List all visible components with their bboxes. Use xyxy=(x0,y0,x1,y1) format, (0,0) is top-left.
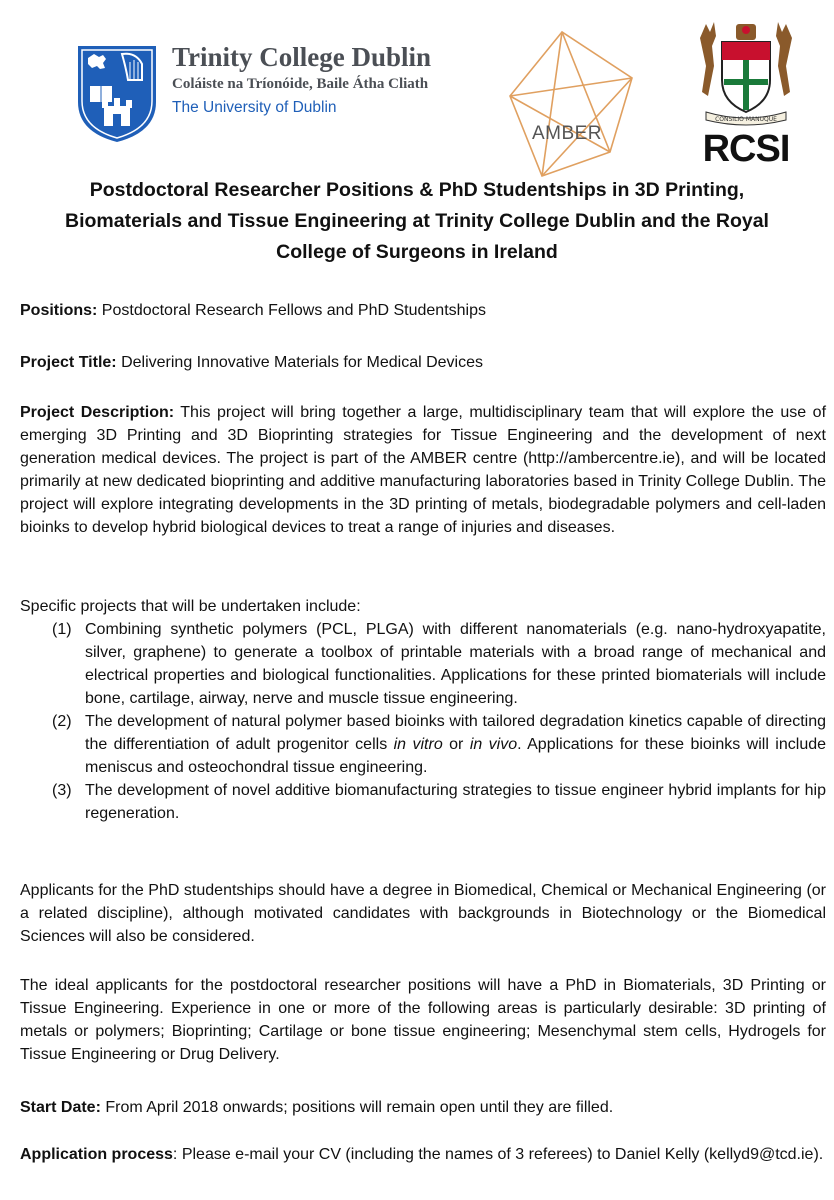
rcsi-crest-icon xyxy=(686,20,806,128)
rcsi-logo xyxy=(686,20,806,170)
amber-polyhedron-icon xyxy=(492,26,642,178)
project-title-text: Delivering Innovative Materials for Medical Devices xyxy=(121,354,483,371)
tcd-crest-icon xyxy=(76,44,158,144)
project-title-label: Project Title: xyxy=(20,354,117,371)
tcd-logo xyxy=(76,42,456,150)
list-item-text: Combining synthetic polymers (PCL, PLGA) with different nanomaterials (e.g. nano-hydroxyapatite, silver, graphene) to generate a toolbox of printable materials with a broad range of mechanical and electrical properties and biological functionalities. Applications for these printed biomaterials will include bone, cartilage, airway, nerve and muscle tissue engineering. xyxy=(85,621,826,707)
list-item-text-c: . Applications for these bioinks will include meniscus and osteochondral tissue engineering. xyxy=(85,736,827,776)
amber-name: AMBER xyxy=(531,123,603,144)
positions-label: Positions: xyxy=(20,302,98,319)
phd-applicants-paragraph: Applicants for the PhD studentships should have a degree in Biomedical, Chemical or Mechanical Engineering (or a related discipline), although motivated candidates with backgrounds in Biotechnology or the Biomedical Sciences will also be considered. xyxy=(20,882,826,945)
list-item-text-a: The development of natural polymer based bioinks with tailored degradation kinetics capable of directing the differentiation of adult progenitor cells xyxy=(85,713,826,753)
list-item-text: The development of novel additive biomanufacturing strategies to tissue engineer hybrid implants for hip regeneration. xyxy=(85,782,826,822)
tcd-university: The University of Dublin xyxy=(172,99,337,116)
list-item-italic-a: in vitro xyxy=(393,736,443,753)
list-item-number: (2) xyxy=(52,713,72,730)
project-description-label: Project Description: xyxy=(20,404,175,421)
positions-text: Postdoctoral Research Fellows and PhD Studentships xyxy=(101,302,486,319)
projects-list xyxy=(52,618,826,825)
specific-projects-intro: Specific projects that will be undertaken include: xyxy=(20,598,361,615)
page-title: Postdoctoral Researcher Positions & PhD Studentships in 3D Printing, Biomaterials and Tissue Engineering at Trinity College Dublin and the Royal College of Surgeons in Ireland xyxy=(65,179,769,263)
tcd-name: Trinity College Dublin xyxy=(172,42,432,72)
start-date-section xyxy=(20,1096,826,1119)
application-text: : Please e-mail your CV (including the names of 3 referees) to Daniel Kelly (kellyd9@tcd.ie). xyxy=(172,1146,824,1163)
rcsi-motto: CONSILIO MANUQUE xyxy=(715,116,777,123)
project-description-section xyxy=(20,401,826,539)
list-item-number: (1) xyxy=(52,621,72,638)
project-description-text: This project will bring together a large, multidisciplinary team that will explore the use of emerging 3D Printing and 3D Bioprinting strategies for Tissue Engineering and the development of next generation medical devices. The project is part of the AMBER centre (http://ambercentre.ie), and will be located primarily at new dedicated bioprinting and additive manufacturing laboratories based in Trinity College Dublin. The project will explore integrating developments in the 3D printing of metals, biodegradable polymers and cell-laden bioinks to develop hybrid biological devices to treat a range of injuries and diseases. xyxy=(20,404,827,536)
rcsi-name: RCSI xyxy=(702,128,790,170)
start-date-text: From April 2018 onwards; positions will remain open until they are filled. xyxy=(105,1099,614,1116)
application-section xyxy=(20,1143,826,1166)
list-item xyxy=(52,779,826,825)
list-item-number: (3) xyxy=(52,782,72,799)
postdoc-applicants-paragraph: The ideal applicants for the postdoctoral researcher positions will have a PhD in Biomaterials, 3D Printing or Tissue Engineering. Experience in one or more of the following areas is particularly desirable: 3D printing of metals or polymers; Bioprinting; Cartilage or bone tissue engineering; Mesenchymal stem cells, Hydrogels for Tissue Engineering or Drug Delivery. xyxy=(20,977,826,1063)
start-date-label: Start Date: xyxy=(20,1099,101,1116)
tcd-irish-name: Coláiste na Tríonóide, Baile Átha Cliath xyxy=(172,76,429,92)
list-item-text xyxy=(85,710,826,779)
application-label: Application process xyxy=(20,1146,173,1163)
project-title-section xyxy=(20,351,826,374)
list-item xyxy=(52,710,826,779)
amber-logo xyxy=(492,26,642,178)
list-item xyxy=(52,618,826,710)
list-item-text-b: or xyxy=(449,736,464,753)
list-item-italic-b: in vivo xyxy=(469,736,518,753)
positions-section xyxy=(20,299,826,322)
